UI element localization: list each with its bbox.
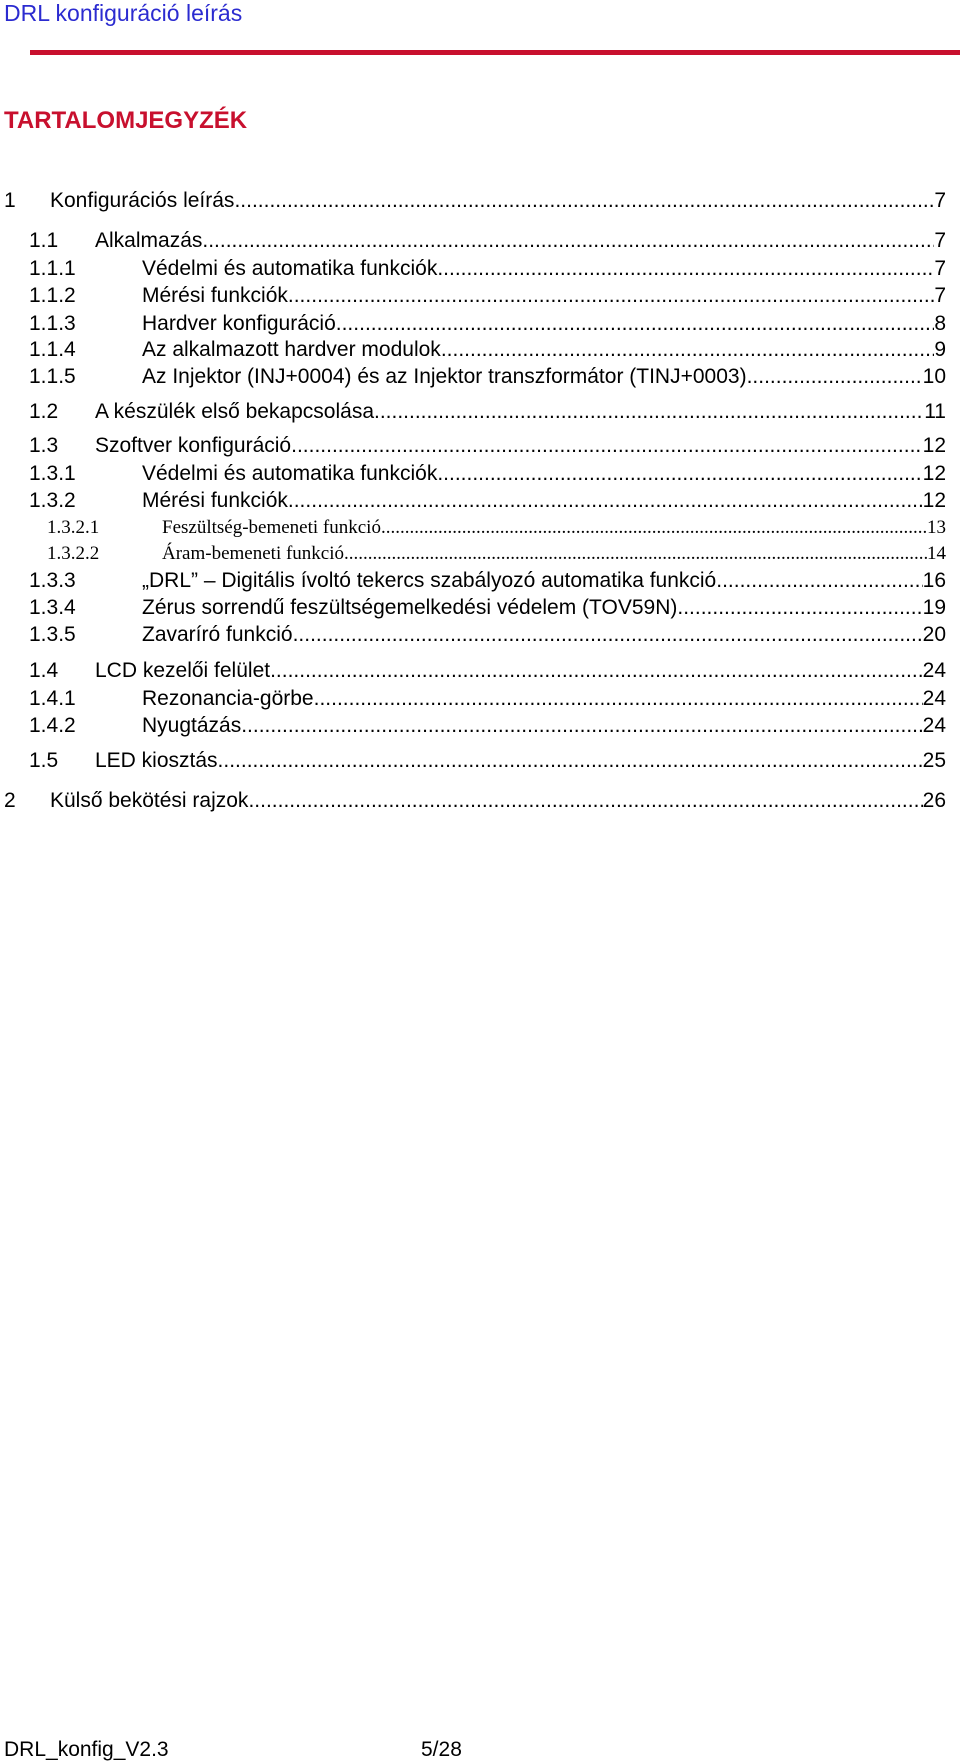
toc-entry-title: Szoftver konfiguráció — [95, 434, 292, 457]
toc-entry-number: 1.3.1 — [29, 462, 76, 485]
toc-entry[interactable] — [29, 461, 946, 487]
toc-entry-page: 24 — [922, 687, 946, 710]
toc-entry[interactable] — [29, 595, 946, 621]
toc-entry[interactable] — [29, 568, 946, 594]
toc-entry-page: 7 — [934, 257, 946, 280]
toc-entry-number: 1 — [4, 189, 16, 212]
toc-entry-number: 1.2 — [29, 400, 59, 423]
toc-entry-number: 1.4 — [29, 659, 59, 682]
toc-entry[interactable] — [29, 364, 946, 390]
toc-entry-page: 26 — [922, 789, 946, 812]
toc-entry[interactable] — [29, 622, 946, 648]
toc-entry-page: 12 — [922, 489, 946, 512]
toc-entry-page: 7 — [934, 284, 946, 307]
toc-entry-title: Az alkalmazott hardver modulok — [142, 338, 441, 361]
toc-dot-leader — [374, 399, 924, 425]
toc-entry-number: 1.3.4 — [29, 596, 76, 619]
toc-entry[interactable] — [29, 686, 946, 712]
toc-entry-page: 9 — [934, 338, 946, 361]
toc-entry[interactable] — [4, 788, 946, 814]
toc-entry-title: Zérus sorrendű feszültségemelkedési védelem (TOV59N) — [142, 596, 678, 619]
toc-entry[interactable] — [29, 228, 946, 254]
toc-entry-number: 1.5 — [29, 749, 59, 772]
toc-dot-leader — [293, 622, 923, 648]
page-header-title: DRL konfiguráció leírás — [4, 0, 243, 26]
toc-entry[interactable] — [29, 433, 946, 459]
toc-entry-title: Alkalmazás — [95, 229, 203, 252]
toc-entry-page: 19 — [922, 596, 946, 619]
toc-entry-page: 25 — [922, 749, 946, 772]
footer-document-id: DRL_konfig_V2.3 — [4, 1738, 169, 1761]
toc-dot-leader — [270, 658, 923, 684]
toc-dot-leader — [234, 188, 934, 214]
toc-entry[interactable] — [47, 515, 946, 541]
toc-dot-leader — [677, 595, 922, 621]
toc-entry-title: Zavaríró funkció — [142, 623, 293, 646]
toc-entry-page: 12 — [922, 434, 946, 457]
toc-entry-title: Áram-bemeneti funkció — [162, 543, 345, 564]
toc-entry-title: Az Injektor (INJ+0004) és az Injektor transzformátor (TINJ+0003) — [142, 365, 747, 388]
toc-entry-page: 8 — [934, 312, 946, 335]
toc-entry-number: 1.1.2 — [29, 284, 76, 307]
toc-dot-leader — [437, 461, 922, 487]
toc-entry-title: „DRL” – Digitális ívoltó tekercs szabályozó automatika funkció — [142, 569, 717, 592]
toc-entry-title: Mérési funkciók — [142, 284, 288, 307]
toc-entry-page: 10 — [922, 365, 946, 388]
toc-dot-leader — [747, 364, 923, 390]
toc-dot-leader — [314, 686, 923, 712]
toc-entry[interactable] — [29, 256, 946, 282]
toc-entry-title: Feszültség-bemeneti funkció — [162, 517, 381, 538]
toc-entry-title: A készülék első bekapcsolása — [95, 400, 374, 423]
toc-entry-number: 1.3.2 — [29, 489, 76, 512]
toc-dot-leader — [381, 515, 927, 541]
toc-dot-leader — [241, 713, 922, 739]
toc-entry-page: 16 — [922, 569, 946, 592]
toc-entry-page: 12 — [922, 462, 946, 485]
toc-dot-leader — [202, 228, 934, 254]
toc-entry-title: Nyugtázás — [142, 714, 242, 737]
toc-entry[interactable] — [29, 658, 946, 684]
toc-dot-leader — [248, 788, 922, 814]
toc-entry[interactable] — [29, 283, 946, 309]
toc-entry-title: Külső bekötési rajzok — [50, 789, 249, 812]
toc-entry[interactable] — [29, 713, 946, 739]
toc-entry-number: 2 — [4, 789, 16, 812]
toc-dot-leader — [291, 433, 923, 459]
toc-entry-number: 1.4.1 — [29, 687, 76, 710]
toc-entry-title: Hardver konfiguráció — [142, 312, 336, 335]
toc-dot-leader — [288, 283, 934, 309]
toc-entry[interactable] — [29, 337, 946, 363]
toc-entry-number: 1.1.4 — [29, 338, 76, 361]
toc-entry-number: 1.4.2 — [29, 714, 76, 737]
toc-entry[interactable] — [29, 399, 946, 425]
toc-entry-number: 1.3.2.1 — [47, 517, 100, 538]
toc-dot-leader — [716, 568, 922, 594]
toc-entry-page: 20 — [922, 623, 946, 646]
toc-entry-title: LED kiosztás — [95, 749, 218, 772]
toc-entry-page: 24 — [922, 714, 946, 737]
toc-entry[interactable] — [4, 188, 946, 214]
toc-heading: TARTALOMJEGYZÉK — [4, 107, 248, 134]
toc-entry-page: 11 — [924, 400, 946, 423]
toc-entry-page: 13 — [927, 517, 946, 538]
toc-dot-leader — [218, 748, 923, 774]
toc-entry-page: 24 — [922, 659, 946, 682]
toc-entry[interactable] — [29, 311, 946, 337]
toc-entry-number: 1.1 — [29, 229, 59, 252]
toc-entry-number: 1.1.5 — [29, 365, 76, 388]
toc-entry-page: 7 — [934, 229, 946, 252]
toc-entry-number: 1.1.3 — [29, 312, 76, 335]
toc-entry[interactable] — [29, 748, 946, 774]
toc-entry-title: Konfigurációs leírás — [50, 189, 235, 212]
toc-entry-number: 1.1.1 — [29, 257, 76, 280]
toc-dot-leader — [288, 488, 923, 514]
toc-entry-number: 1.3.5 — [29, 623, 76, 646]
toc-entry-title: Védelmi és automatika funkciók — [142, 462, 438, 485]
toc-entry-number: 1.3.2.2 — [47, 543, 100, 564]
toc-entry-title: Mérési funkciók — [142, 489, 288, 512]
toc-entry-number: 1.3.3 — [29, 569, 76, 592]
toc-entry-title: Rezonancia-görbe — [142, 687, 314, 710]
toc-entry-page: 7 — [934, 189, 946, 212]
toc-entry-page: 14 — [927, 543, 946, 564]
footer-page-indicator: 5/28 — [421, 1738, 462, 1761]
toc-dot-leader — [437, 256, 934, 282]
toc-entry[interactable] — [47, 541, 946, 567]
toc-dot-leader — [441, 337, 935, 363]
toc-dot-leader — [344, 541, 927, 567]
toc-entry[interactable] — [29, 488, 946, 514]
toc-entry-title: LCD kezelői felület — [95, 659, 271, 682]
toc-entry-number: 1.3 — [29, 434, 59, 457]
toc-entry-title: Védelmi és automatika funkciók — [142, 257, 438, 280]
toc-dot-leader — [336, 311, 935, 337]
